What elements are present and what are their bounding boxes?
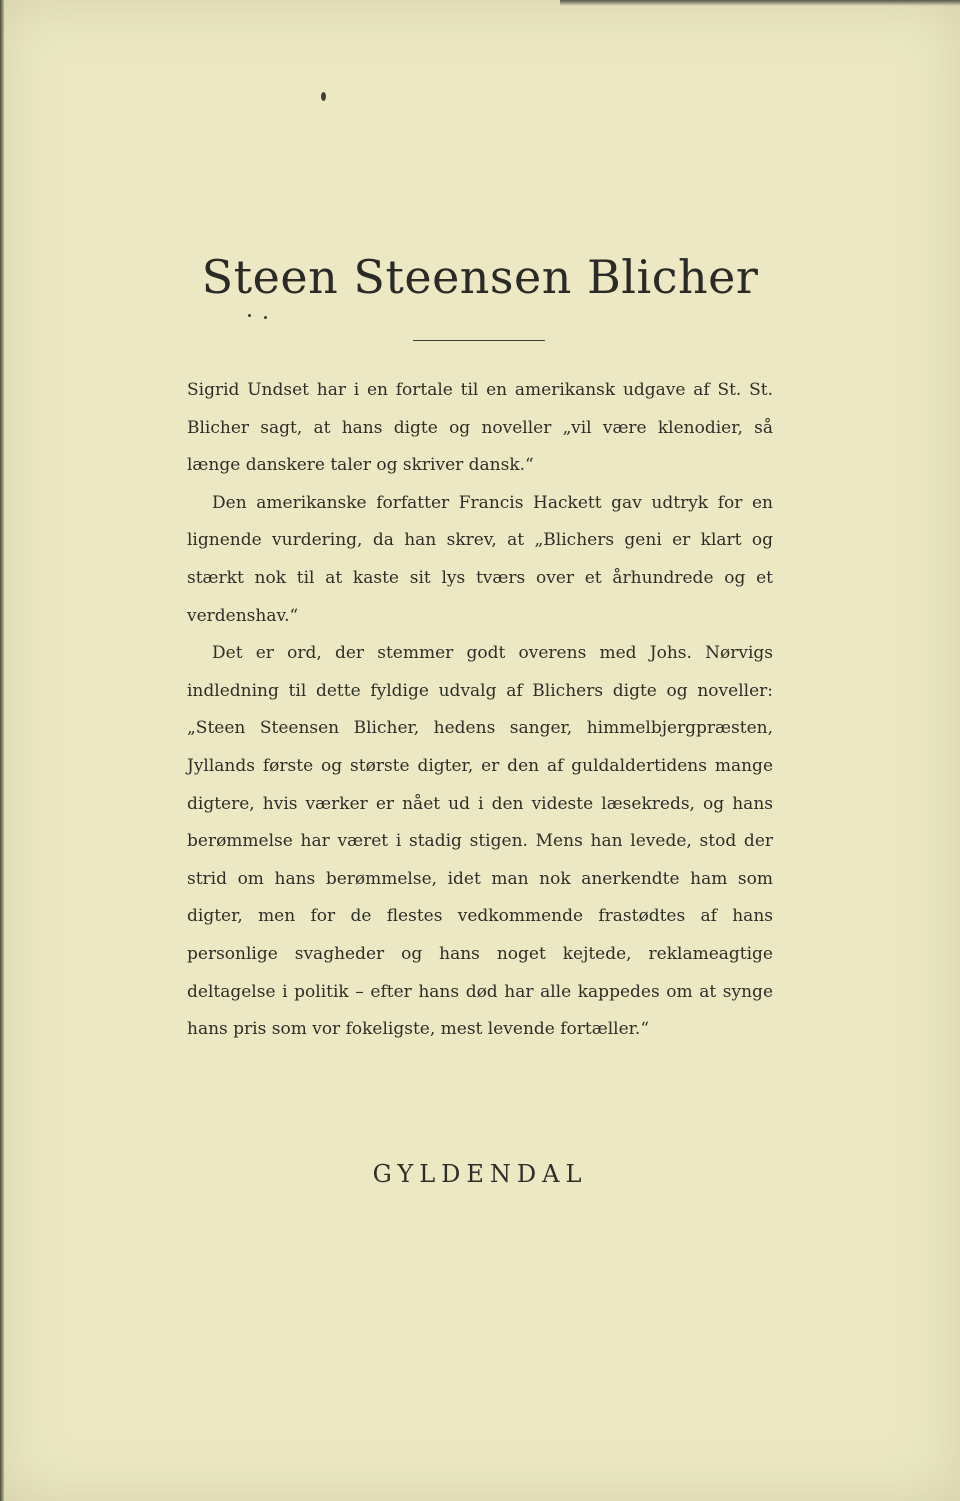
blurb-paragraph: Det er ord, der stemmer godt overens med Johs. Nørvigs indledning til dette fyldige udvalg af Blichers digte og noveller: „Steen Steensen Blicher, hedens sanger, himmelbjergpræsten, Jyllands første og største digter, er den af guldaldertidens mange digtere, hvis værker er nået ud i den videste læsekreds, og hans berømmelse har været i stadig stigen. Mens han levede, stod der strid om hans berømmelse, idet man nok anerkendte ham som digter, men for de flestes vedkommende frastødtes af hans personlige svagheder og hans noget kejtede, reklameagtige deltagelse i politik – efter hans død har alle kappedes om at synge hans pris som vor fokeligste, mest levende fortæller.“ [187,643,773,1040]
blurb-paragraph: Sigrid Undset har i en fortale til en amerikansk udgave af St. St. Blicher sagt, at hans digte og noveller „vil være klenodier, så længe danskere taler og skriver dansk.“ [187,380,773,476]
book-title: Steen Steensen Blicher [201,250,759,304]
ink-speck [321,92,326,101]
ink-speck [264,316,267,319]
cover-top-edge [560,0,960,6]
blurb-text [187,372,773,1049]
ink-speck [248,314,251,317]
cover-left-edge [0,0,4,1501]
title-divider [413,340,545,341]
publisher-name: GYLDENDAL [372,1160,588,1188]
blurb-paragraph: Den amerikanske forfatter Francis Hackett gav udtryk for en lignende vurdering, da han skrev, at „Blichers geni er klart og stærkt nok til at kaste sit lys tværs over et århundrede og et verdenshav.“ [187,492,773,626]
